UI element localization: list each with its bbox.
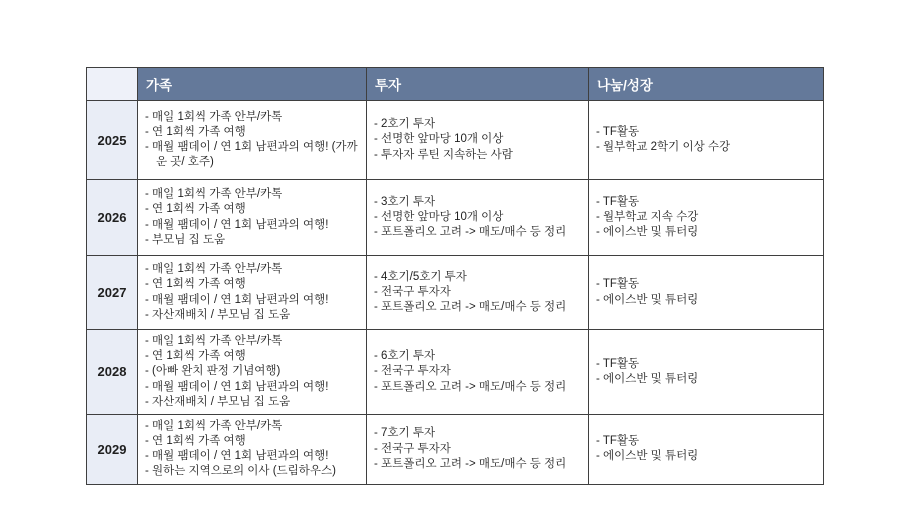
table-row bbox=[87, 180, 824, 256]
goal-item: - 에이스반 및 튜터링 bbox=[596, 293, 699, 306]
goal-item: - 매일 1회씩 가족 안부/카톡 bbox=[145, 188, 283, 201]
family-goals-cell bbox=[138, 256, 367, 330]
yearly-plan-table bbox=[86, 67, 824, 485]
goal-item: - 매월 팸데이 / 연 1회 남편과의 여행! bbox=[145, 450, 329, 463]
goal-item: - 매월 팸데이 / 연 1회 남편과의 여행! bbox=[145, 218, 329, 231]
header-row bbox=[87, 68, 824, 101]
goal-item: - 선명한 앞마당 10개 이상 bbox=[374, 210, 504, 223]
goal-item: - 6호기 투자 bbox=[374, 350, 436, 363]
table-row bbox=[87, 256, 824, 330]
goal-item: - 전국구 투자자 bbox=[374, 365, 451, 378]
goal-item: - 에이스반 및 튜터링 bbox=[596, 372, 699, 385]
goal-item: - 자산재배치 / 부모님 집 도움 bbox=[145, 395, 291, 408]
goal-item: - TF활동 bbox=[596, 195, 640, 208]
family-goals-cell bbox=[138, 414, 367, 484]
year-cell: 2029 bbox=[87, 414, 138, 484]
goal-item: - 매일 1회씩 가족 안부/카톡 bbox=[145, 263, 283, 276]
goal-item: - 4호기/5호기 투자 bbox=[374, 270, 467, 283]
column-header-growth: 나눔/성장 bbox=[589, 68, 824, 101]
growth-goals-cell bbox=[589, 414, 824, 484]
invest-goals-cell bbox=[367, 256, 589, 330]
column-header-family: 가족 bbox=[138, 68, 367, 101]
table-row bbox=[87, 330, 824, 415]
goal-item: - 매일 1회씩 가족 안부/카톡 bbox=[145, 335, 283, 347]
year-cell: 2026 bbox=[87, 180, 138, 256]
goal-item: - 에이스반 및 튜터링 bbox=[596, 226, 699, 239]
goal-item: - 매월 팸데이 / 연 1회 남편과의 여행! bbox=[145, 293, 329, 306]
table-row bbox=[87, 414, 824, 484]
goal-item: - 에이스반 및 튜터링 bbox=[596, 450, 699, 463]
family-goals-cell bbox=[138, 101, 367, 180]
goal-item: - 3호기 투자 bbox=[374, 195, 436, 208]
goal-item: - 연 1회씩 가족 여행 bbox=[145, 278, 246, 291]
goal-item: - 선명한 앞마당 10개 이상 bbox=[374, 133, 504, 146]
goal-item: - TF활동 bbox=[596, 125, 640, 138]
family-goals-cell bbox=[138, 330, 367, 415]
goal-item: - 포트폴리오 고려 -> 매도/매수 등 정리 bbox=[374, 457, 567, 470]
goal-item: - TF활동 bbox=[596, 278, 640, 291]
goal-item: - 연 1회씩 가족 여행 bbox=[145, 125, 246, 138]
goal-item: - 연 1회씩 가족 여행 bbox=[145, 350, 246, 363]
goal-item: - 2호기 투자 bbox=[374, 118, 436, 131]
goal-item: - 매월 팸데이 / 연 1회 남편과의 여행! (가까운 곳/ 호주) bbox=[145, 141, 358, 169]
goal-item: - (아빠 완치 판정 기념여행) bbox=[145, 365, 281, 378]
invest-goals-cell bbox=[367, 414, 589, 484]
table-header bbox=[87, 68, 824, 101]
goal-item: - 투자자 루틴 지속하는 사람 bbox=[374, 148, 513, 161]
goal-item: - 매월 팸데이 / 연 1회 남편과의 여행! bbox=[145, 380, 329, 393]
goal-item: - TF활동 bbox=[596, 357, 640, 370]
goal-item: - 연 1회씩 가족 여행 bbox=[145, 203, 246, 216]
goal-item: - 7호기 투자 bbox=[374, 427, 436, 440]
table-row bbox=[87, 101, 824, 180]
goal-item: - 원하는 지역으로의 이사 (드림하우스) bbox=[145, 465, 336, 478]
goal-item: - 포트폴리오 고려 -> 매도/매수 등 정리 bbox=[374, 226, 567, 239]
goal-item: - TF활동 bbox=[596, 435, 640, 448]
growth-goals-cell bbox=[589, 180, 824, 256]
growth-goals-cell bbox=[589, 101, 824, 180]
family-goals-cell bbox=[138, 180, 367, 256]
year-cell: 2028 bbox=[87, 330, 138, 415]
growth-goals-cell bbox=[589, 256, 824, 330]
goal-item: - 부모님 집 도움 bbox=[145, 233, 226, 246]
table-body bbox=[87, 101, 824, 485]
goal-item: - 전국구 투자자 bbox=[374, 285, 451, 298]
corner-cell bbox=[87, 68, 138, 101]
goal-item: - 월부학교 지속 수강 bbox=[596, 210, 699, 223]
goal-item: - 포트폴리오 고려 -> 매도/매수 등 정리 bbox=[374, 301, 567, 314]
growth-goals-cell bbox=[589, 330, 824, 415]
goal-item: - 연 1회씩 가족 여행 bbox=[145, 435, 246, 448]
invest-goals-cell bbox=[367, 101, 589, 180]
invest-goals-cell bbox=[367, 330, 589, 415]
goal-item: - 매일 1회씩 가족 안부/카톡 bbox=[145, 419, 283, 432]
goal-item: - 월부학교 2학기 이상 수강 bbox=[596, 141, 731, 153]
year-cell: 2027 bbox=[87, 256, 138, 330]
goal-item: - 포트폴리오 고려 -> 매도/매수 등 정리 bbox=[374, 380, 567, 393]
column-header-invest: 투자 bbox=[367, 68, 589, 101]
invest-goals-cell bbox=[367, 180, 589, 256]
goal-item: - 자산재배치 / 부모님 집 도움 bbox=[145, 308, 291, 321]
goal-item: - 매일 1회씩 가족 안부/카톡 bbox=[145, 110, 283, 123]
goal-item: - 전국구 투자자 bbox=[374, 442, 451, 455]
year-cell: 2025 bbox=[87, 101, 138, 180]
